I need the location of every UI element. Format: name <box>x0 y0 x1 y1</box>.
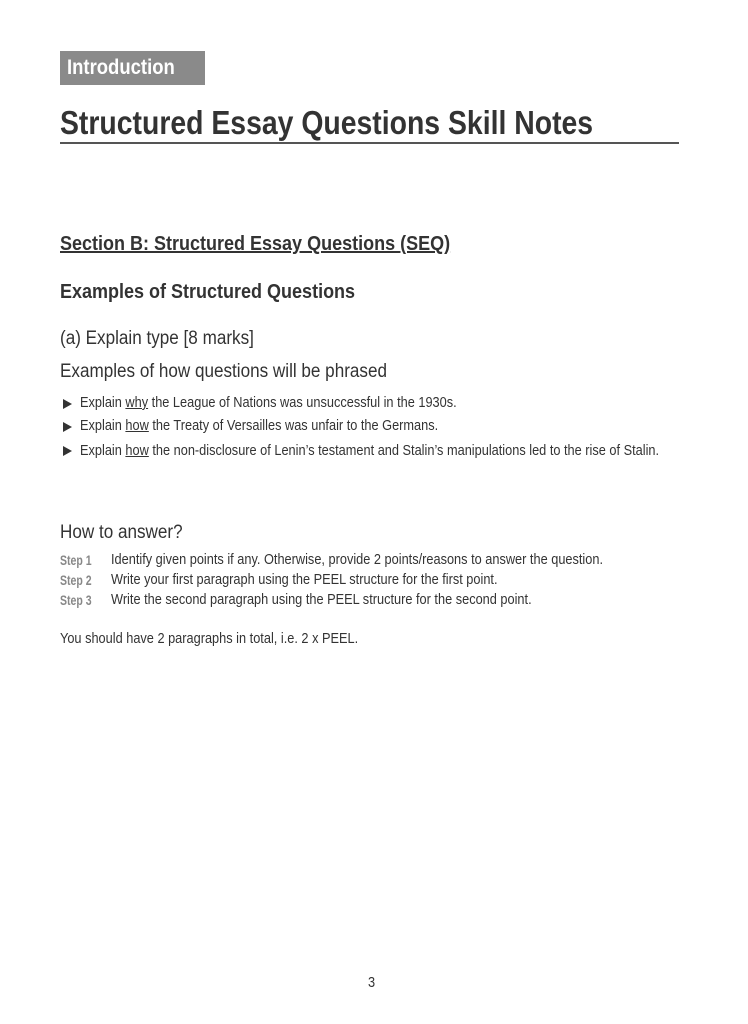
subheading: Examples of Structured Questions <box>60 281 356 303</box>
step-text: Identify given points if any. Otherwise, provide 2 points/reasons to answer the question. <box>111 552 604 568</box>
bullet-text: Explain <box>80 395 126 411</box>
section-tag-label: Introduction <box>67 56 175 79</box>
page-number: 3 <box>368 975 376 991</box>
bullet-text: Explain <box>80 418 126 434</box>
bullet-keyword: why <box>125 395 149 411</box>
bullet-arrow-icon <box>63 422 72 432</box>
question-type: (a) Explain type [8 marks] <box>60 328 254 349</box>
section-heading: Section B: Structured Essay Questions (SEQ) <box>60 233 451 255</box>
page-title: Structured Essay Questions Skill Notes <box>60 104 594 141</box>
summary-text: You should have 2 paragraphs in total, i.e. 2 x PEEL. <box>60 631 359 647</box>
bullet-text: Explain <box>80 443 126 459</box>
how-heading: How to answer? <box>60 522 183 543</box>
bullet-text: the Treaty of Versailles was unfair to the Germans. <box>148 418 439 434</box>
step-label: Step 1 <box>60 553 92 568</box>
list-item <box>80 395 457 411</box>
step-label: Step 3 <box>60 593 92 608</box>
bullet-text: the non-disclosure of Lenin’s testament and Stalin’s manipulations led to the rise of Stalin. <box>148 443 660 459</box>
step-text: Write the second paragraph using the PEEL structure for the second point. <box>111 592 532 608</box>
bullet-keyword: how <box>125 418 149 434</box>
step-text: Write your first paragraph using the PEEL structure for the first point. <box>111 572 498 588</box>
bullet-keyword: how <box>125 443 149 459</box>
step-label: Step 2 <box>60 573 92 588</box>
section-tag <box>60 51 205 85</box>
bullet-arrow-icon <box>63 446 72 456</box>
list-item <box>80 441 678 461</box>
bullet-text: the League of Nations was unsuccessful in the 1930s. <box>148 395 457 411</box>
phrased-heading: Examples of how questions will be phrased <box>60 361 387 382</box>
list-item <box>80 418 438 434</box>
bullet-arrow-icon <box>63 399 72 409</box>
title-divider <box>60 142 679 144</box>
